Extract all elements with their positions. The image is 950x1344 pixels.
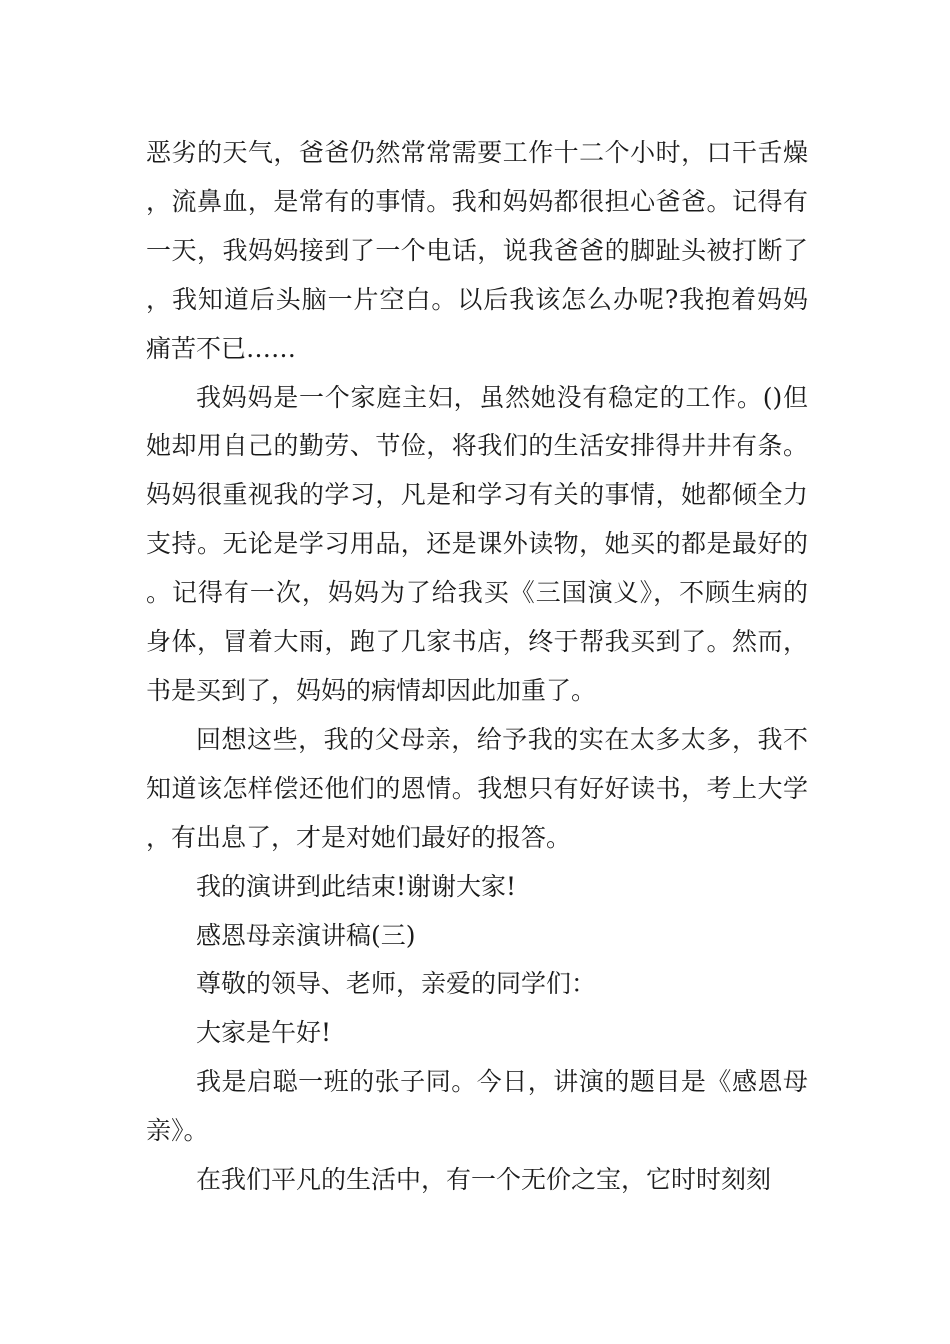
paragraph-continuation: 恶劣的天气，爸爸仍然常常需要工作十二个小时，口干舌燥，流鼻血，是常有的事情。我和妈妈都很担心爸爸。记得有一天，我妈妈接到了一个电话，说我爸爸的脚趾头被打断了，我知道后头脑一片空白。以后我该怎么办呢?我抱着妈妈痛苦不已……	[146, 138, 808, 363]
salutation: 尊敬的领导、老师，亲爱的同学们：	[196, 969, 597, 999]
paragraph-mother: 我妈妈是一个家庭主妇，虽然她没有稳定的工作。()但她却用自己的勤劳、节俭，将我们的生活安排得井井有条。妈妈很重视我的学习，凡是和学习有关的事情，她都倾全力支持。无论是学习用品，还是课外读物，她买的都是最好的。记得有一次，妈妈为了给我买《三国演义》，不顾生病的身体，冒着大雨，跑了几家书店，终于帮我买到了。然而，书是买到了，妈妈的病情却因此加重了。	[146, 382, 808, 705]
greeting: 大家是午好!	[196, 1018, 332, 1048]
paragraph-closing: 我的演讲到此结束!谢谢大家!	[196, 871, 517, 901]
section-title: 感恩母亲演讲稿(三)	[196, 920, 416, 950]
paragraph-opening: 在我们平凡的生活中，有一个无价之宝，它时时刻刻	[196, 1165, 772, 1195]
document-page	[146, 129, 808, 1205]
paragraph-reflection: 回想这些，我的父母亲，给予我的实在太多太多，我不知道该怎样偿还他们的恩情。我想只有好好读书，考上大学，有出息了，才是对她们最好的报答。	[146, 724, 808, 852]
paragraph-introduction: 我是启聪一班的张子同。今日，讲演的题目是《感恩母亲》。	[146, 1067, 808, 1146]
